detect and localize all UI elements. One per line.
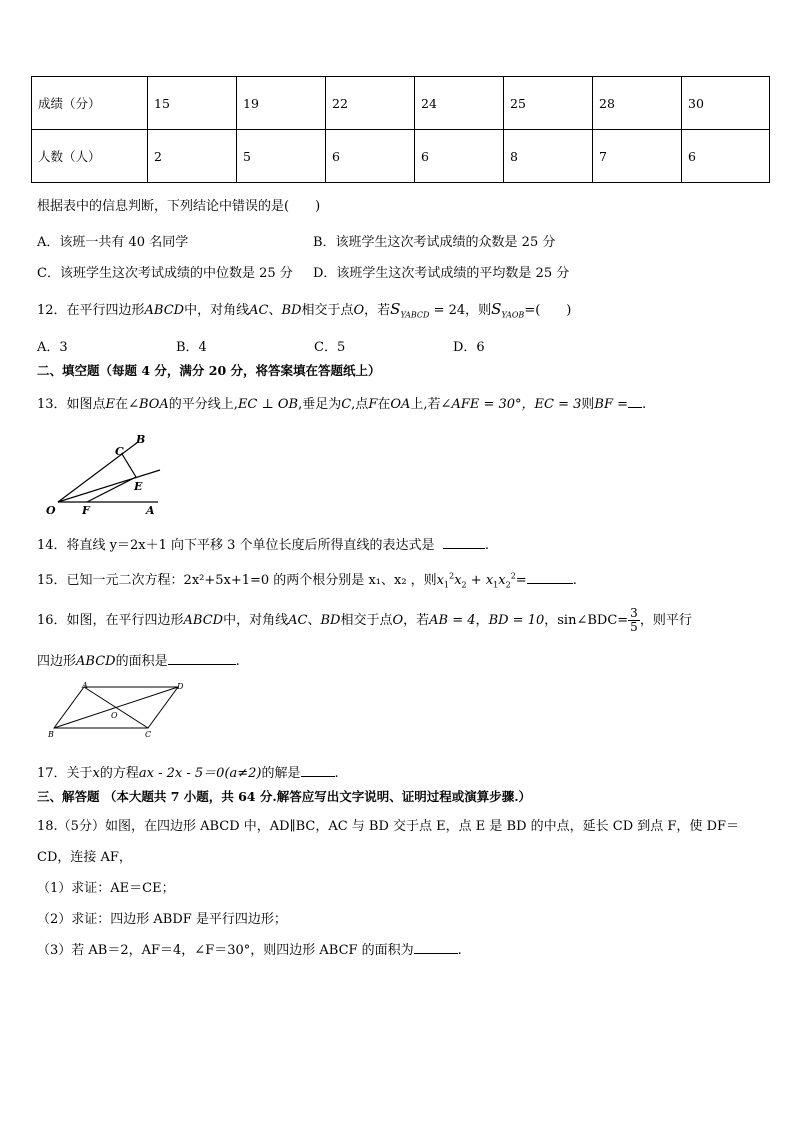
q14-stem: 14．将直线 y＝2x＋1 向下平移 3 个单位长度后所得直线的表达式是 .: [37, 538, 489, 553]
label-c: C: [115, 445, 124, 458]
label-d: D: [177, 682, 184, 691]
table-cell: 人数（人）: [32, 130, 148, 183]
q13-stem: 13．如图点E在∠BOA的平分线上,EC ⊥ OB,垂足为C,点F在OA上,若∠AFE = 30°，EC = 3则BF = .: [37, 397, 647, 412]
fraction-3-5: $\frac{3}{5}$: [630, 606, 638, 634]
label-a: A: [82, 681, 88, 690]
label-b: B: [48, 730, 54, 739]
q11-option-d: D．该班学生这次考试成绩的平均数是 25 分: [313, 266, 570, 281]
label-e: E: [134, 480, 143, 493]
table-cell: 28: [593, 77, 682, 130]
q18-part-3: （3）若 AB＝2，AF＝4，∠F＝30°，则四边形 ABCF 的面积为 .: [37, 943, 462, 958]
q12-option-d: D．6: [453, 340, 485, 355]
label-a: A: [146, 504, 155, 517]
table-cell: 15: [148, 77, 237, 130]
q16-stem-line1: 16．如图，在平行四边形ABCD中，对角线AC、BD相交于点O，若AB = 4，BD = 10，sin∠BDC= $\frac{3}{5}$ ，则平行: [37, 606, 692, 634]
q18-stem-line1: 18.（5分）如图，在四边形 ABCD 中，AD∥BC，AC 与 BD 交于点 E，点 E 是 BD 的中点，延长 CD 到点 F，使 DF＝: [37, 819, 740, 834]
table-cell: 2: [148, 130, 237, 183]
q18-stem-line2: CD，连接 AF，: [37, 850, 132, 865]
table-cell: 7: [593, 130, 682, 183]
label-o: O: [111, 711, 118, 720]
table-cell: 8: [504, 130, 593, 183]
table-cell: 25: [504, 77, 593, 130]
q12-option-a: A．3: [37, 340, 68, 355]
table-cell: 22: [326, 77, 415, 130]
label-o: O: [46, 504, 56, 517]
angle-bisector-figure: [40, 430, 170, 520]
parallelogram-figure: [44, 680, 194, 740]
q17-stem: 17．关于x的方程ax - 2x - 5＝0(a≠2)的解是 .: [37, 766, 339, 781]
table-cell: 成绩（分）: [32, 77, 148, 130]
table-cell: 5: [237, 130, 326, 183]
table-row: [32, 130, 770, 183]
label-c: C: [145, 730, 152, 739]
table-cell: 24: [415, 77, 504, 130]
q11-option-b: B．该班学生这次考试成绩的众数是 25 分: [313, 235, 556, 250]
section-2-heading: 二、填空题（每题 4 分，满分 20 分，将答案填在答题纸上）: [37, 363, 381, 378]
table-cell: 6: [326, 130, 415, 183]
q11-option-a: A．该班一共有 40 名同学: [37, 235, 189, 250]
q15-stem: 15．已知一元二次方程：2x²+5x+1=0 的两个根分别是 x₁、x₂ ，则$x_1^2x_2 + x_1x_2^2=$ .: [37, 571, 577, 590]
table-cell: 6: [415, 130, 504, 183]
q11-option-c: C．该班学生这次考试成绩的中位数是 25 分: [37, 266, 293, 281]
label-b: B: [136, 433, 146, 446]
label-f: F: [82, 504, 90, 517]
table-cell: 30: [682, 77, 770, 130]
q16-stem-line2: 四边形ABCD的面积是 .: [37, 654, 240, 669]
table-cell: 19: [237, 77, 326, 130]
q12-option-b: B．4: [176, 340, 207, 355]
q12-stem: 12．在平行四边形ABCD中，对角线AC、BD相交于点O，若$S_{YABCD} = 24$，则$S_{YAOB}=$( ): [37, 300, 572, 320]
table-row: [32, 77, 770, 130]
q11-stem: 根据表中的信息判断，下列结论中错误的是( ): [37, 199, 321, 214]
score-table: [31, 76, 770, 183]
q18-part-1: （1）求证：AE＝CE；: [37, 881, 175, 896]
q18-part-2: （2）求证：四边形 ABDF 是平行四边形；: [37, 912, 287, 927]
table-cell: 6: [682, 130, 770, 183]
q12-option-c: C．5: [314, 340, 346, 355]
section-3-heading: 三、解答题 （本大题共 7 小题，共 64 分.解答应写出文字说明、证明过程或演算步骤.）: [37, 789, 532, 804]
